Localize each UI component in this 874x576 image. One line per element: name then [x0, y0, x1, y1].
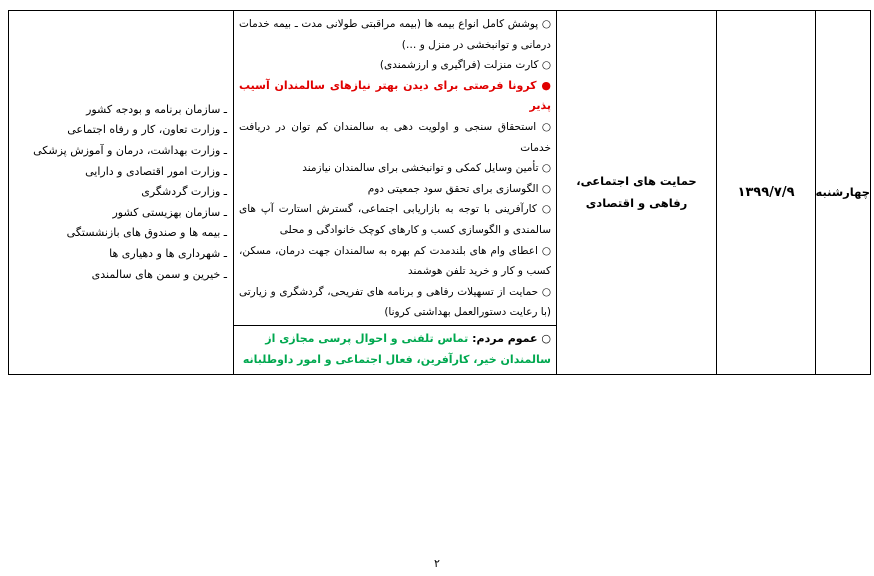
- org-item: ـ خیرین و سمن های سالمندی: [91, 267, 227, 281]
- org-item: ـ وزارت تعاون، کار و رفاه اجتماعی: [67, 123, 227, 137]
- action-item: ○ استحقاق سنجی و اولویت دهی به سالمندان کم توان در دریافت خدمات: [239, 120, 551, 154]
- public-label: ○ عموم مردم:: [472, 331, 551, 345]
- public-section: [234, 326, 556, 374]
- action-item: ○ پوشش کامل انواع بیمه ها (بیمه مراقبتی طولانی مدت ـ بیمه خدمات درمانی و توانبخشی در منزل و …): [239, 18, 551, 51]
- action-item: ○ الگوسازی برای تحقق سود جمعیتی دوم: [367, 182, 551, 195]
- orgs-cell: [9, 11, 234, 375]
- action-item: ○ کارآفرینی با توجه به بازاریابی اجتماعی، گسترش استارت آپ های سالمندی و الگوسازی کسب و کارهای کوچک خانوادگی و محلی: [239, 203, 551, 236]
- page-number: ۲: [434, 557, 440, 570]
- day-cell: چهارشنبه: [816, 11, 871, 375]
- date-cell: ۱۳۹۹/۷/۹: [717, 11, 816, 375]
- actions-cell: [234, 11, 557, 375]
- action-item: ○ کارت منزلت (فراگیری و ارزشمندی): [379, 59, 551, 72]
- highlight-heading: ● کرونا فرصتی برای دیدن بهتر نیازهای سالمندان آسیب پذیر: [239, 78, 551, 113]
- topic-cell: حمایت های اجتماعی، رفاهی و اقتصادی: [557, 11, 717, 375]
- table-row: [9, 11, 871, 375]
- org-item: ـ وزارت بهداشت، درمان و آموزش پزشکی: [33, 143, 227, 157]
- action-item: ○ تأمین وسایل کمکی و توانبخشی برای سالمندان نیازمند: [302, 162, 551, 175]
- action-item: ○ حمایت از تسهیلات رفاهی و برنامه های تفریحی، گردشگری و زیارتی (با رعایت دستورالعمل بهداشتی کرونا): [239, 285, 551, 319]
- org-item: ـ وزارت امور اقتصادی و دارایی: [85, 164, 227, 178]
- action-item: ○ اعطای وام های بلندمدت کم بهره به سالمندان جهت درمان، مسکن، کسب و کار و خرید تلفن هوشمند: [239, 244, 551, 278]
- actions-list: [234, 11, 556, 326]
- org-item: ـ سازمان برنامه و بودجه کشور: [86, 102, 227, 116]
- org-item: ـ وزارت گردشگری: [141, 185, 227, 199]
- public-text: تماس تلفنی و احوال پرسی مجازی از سالمندان خیر، کارآفرین، فعال اجتماعی و امور داوطلبانه: [242, 331, 551, 366]
- org-item: ـ سازمان بهزیستی کشور: [112, 205, 227, 219]
- org-item: ـ شهرداری ها و دهیاری ها: [109, 246, 227, 260]
- program-table: [8, 10, 871, 375]
- org-item: ـ بیمه ها و صندوق های بازنشستگی: [66, 226, 227, 240]
